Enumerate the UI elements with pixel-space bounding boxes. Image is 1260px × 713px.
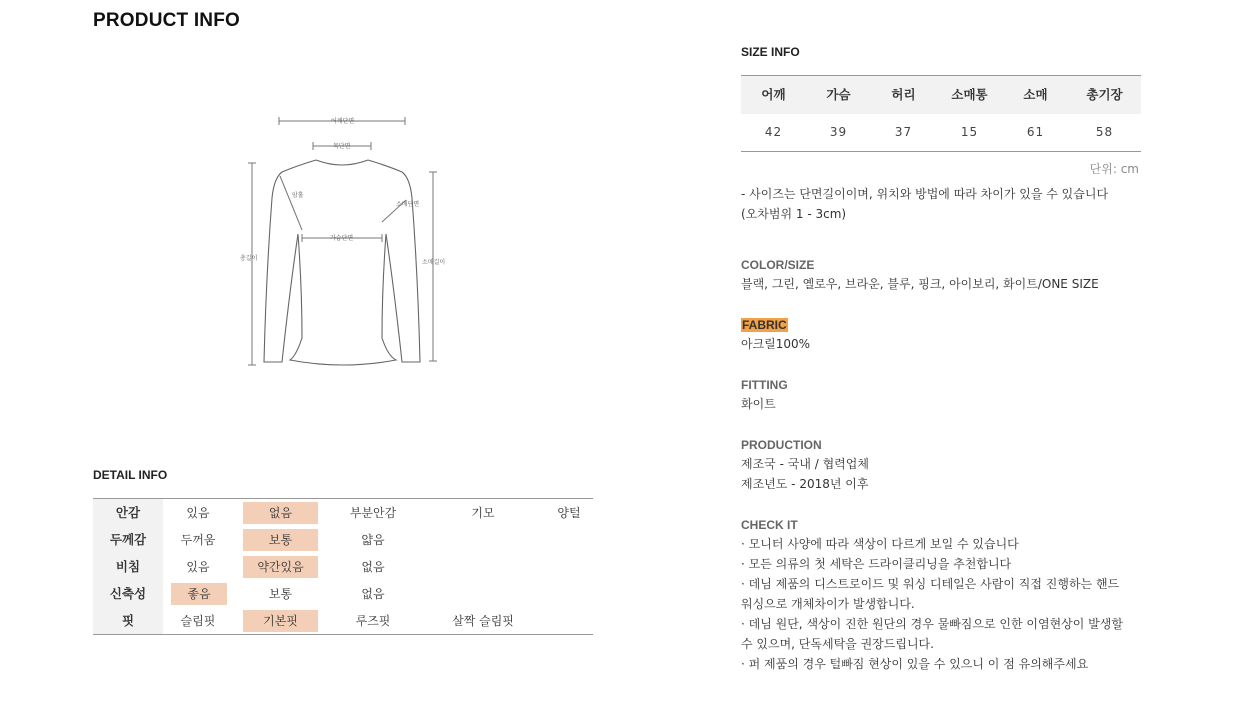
- detail-row-label: 신축성: [93, 580, 163, 607]
- detail-row: [93, 499, 593, 526]
- check-it-line: · 모니터 사양에 따라 색상이 다르게 보일 수 있습니다: [741, 537, 1019, 551]
- detail-option: 루즈핏: [355, 614, 391, 628]
- detail-row-label: 비침: [93, 553, 163, 580]
- production-country: 제조국 - 국내 / 협력업체: [741, 457, 869, 471]
- size-info-title: SIZE INFO: [741, 45, 800, 59]
- detail-option: 살짝 슬림핏: [452, 614, 514, 628]
- size-header-cell: 총기장: [1086, 87, 1123, 102]
- detail-row: [93, 553, 593, 580]
- size-header-cell: 소매통: [951, 87, 988, 102]
- detail-option: 얇음: [361, 533, 385, 547]
- check-it-line: · 퍼 제품의 경우 털빠짐 현상이 있을 수 있으니 이 점 유의해주세요: [741, 657, 1089, 671]
- detail-option-selected: 좋음: [171, 583, 227, 605]
- detail-info-table: [93, 498, 593, 635]
- size-value-cell: 15: [960, 125, 979, 139]
- size-tolerance-note: (오차범위 1 - 3cm): [741, 207, 847, 221]
- production-title: PRODUCTION: [741, 438, 822, 452]
- color-size-text: 블랙, 그린, 옐로우, 브라운, 블루, 핑크, 아이보리, 화이트/ONE SIZE: [741, 277, 1099, 291]
- detail-option: 기모: [471, 506, 495, 520]
- chest-label: 가슴단면: [330, 235, 354, 242]
- page-title: PRODUCT INFO: [93, 10, 241, 31]
- total-length-label: 총길이: [240, 255, 258, 262]
- detail-row: [93, 526, 593, 553]
- production-year: 제조년도 - 2018년 이후: [741, 477, 869, 491]
- detail-row: [93, 607, 593, 634]
- garment-illustration: [236, 108, 456, 378]
- size-table-row: [741, 114, 1141, 151]
- size-value-cell: 61: [1026, 125, 1045, 139]
- detail-option: 있음: [186, 560, 210, 574]
- fitting-title: FITTING: [741, 378, 788, 392]
- detail-option: 두꺼움: [180, 533, 216, 547]
- fabric-title: FABRIC: [742, 318, 787, 332]
- size-header-cell: 허리: [891, 87, 916, 102]
- size-table: [741, 75, 1141, 152]
- detail-row: [93, 580, 593, 607]
- detail-option-selected: 기본핏: [243, 610, 318, 632]
- detail-option: 부분안감: [349, 506, 397, 520]
- detail-info-title: DETAIL INFO: [93, 468, 168, 482]
- detail-row-label: 핏: [93, 607, 163, 634]
- check-it-line: · 데님 원단, 색상이 진한 원단의 경우 물빠짐으로 인한 이염현상이 발생할: [741, 617, 1123, 631]
- size-value-cell: 37: [894, 125, 913, 139]
- size-diagram: [236, 108, 456, 378]
- size-value-cell: 39: [829, 125, 848, 139]
- size-value-cell: 42: [764, 125, 783, 139]
- size-header-cell: 가슴: [826, 87, 851, 102]
- detail-option: 없음: [361, 560, 385, 574]
- detail-row-label: 두께감: [93, 526, 163, 553]
- detail-option-selected: 보통: [243, 529, 318, 551]
- detail-option: 양털: [557, 506, 581, 520]
- size-table-header: [741, 76, 1141, 114]
- sleeve-width-label: 소매단면: [396, 201, 420, 208]
- armhole-label: 암홀: [292, 192, 304, 199]
- fitting-text: 화이트: [741, 397, 776, 411]
- detail-option: 보통: [268, 587, 293, 601]
- check-it-title: CHECK IT: [741, 518, 798, 532]
- detail-row-label: 안감: [93, 499, 163, 526]
- detail-option: 없음: [361, 587, 385, 601]
- check-it-line: 워싱으로 개체차이가 발생합니다.: [741, 597, 915, 611]
- shoulder-label: 어깨단면: [331, 118, 355, 125]
- size-header-cell: 소매: [1023, 87, 1048, 102]
- color-size-title: COLOR/SIZE: [741, 258, 815, 272]
- size-value-cell: 58: [1095, 125, 1114, 139]
- size-header-cell: 어깨: [761, 87, 786, 102]
- neck-label: 목단면: [333, 143, 351, 150]
- size-note: - 사이즈는 단면길이이며, 위치와 방법에 따라 차이가 있을 수 있습니다: [741, 187, 1109, 201]
- detail-option: 있음: [186, 506, 210, 520]
- check-it-line: · 모든 의류의 첫 세탁은 드라이클리닝을 추천합니다: [741, 557, 1012, 571]
- detail-option-selected: 약간있음: [243, 556, 318, 578]
- detail-option: 슬림핏: [180, 614, 216, 628]
- fabric-text: 아크릴100%: [741, 337, 811, 351]
- check-it-line: 수 있으며, 단독세탁을 권장드립니다.: [741, 637, 934, 651]
- detail-option-selected: 없음: [243, 502, 318, 524]
- check-it-line: · 데님 제품의 디스트로이드 및 워싱 디테일은 사람이 직접 진행하는 핸드: [741, 577, 1120, 591]
- sleeve-length-label: 소매길이: [422, 259, 446, 266]
- size-unit: 단위: cm: [1089, 162, 1139, 176]
